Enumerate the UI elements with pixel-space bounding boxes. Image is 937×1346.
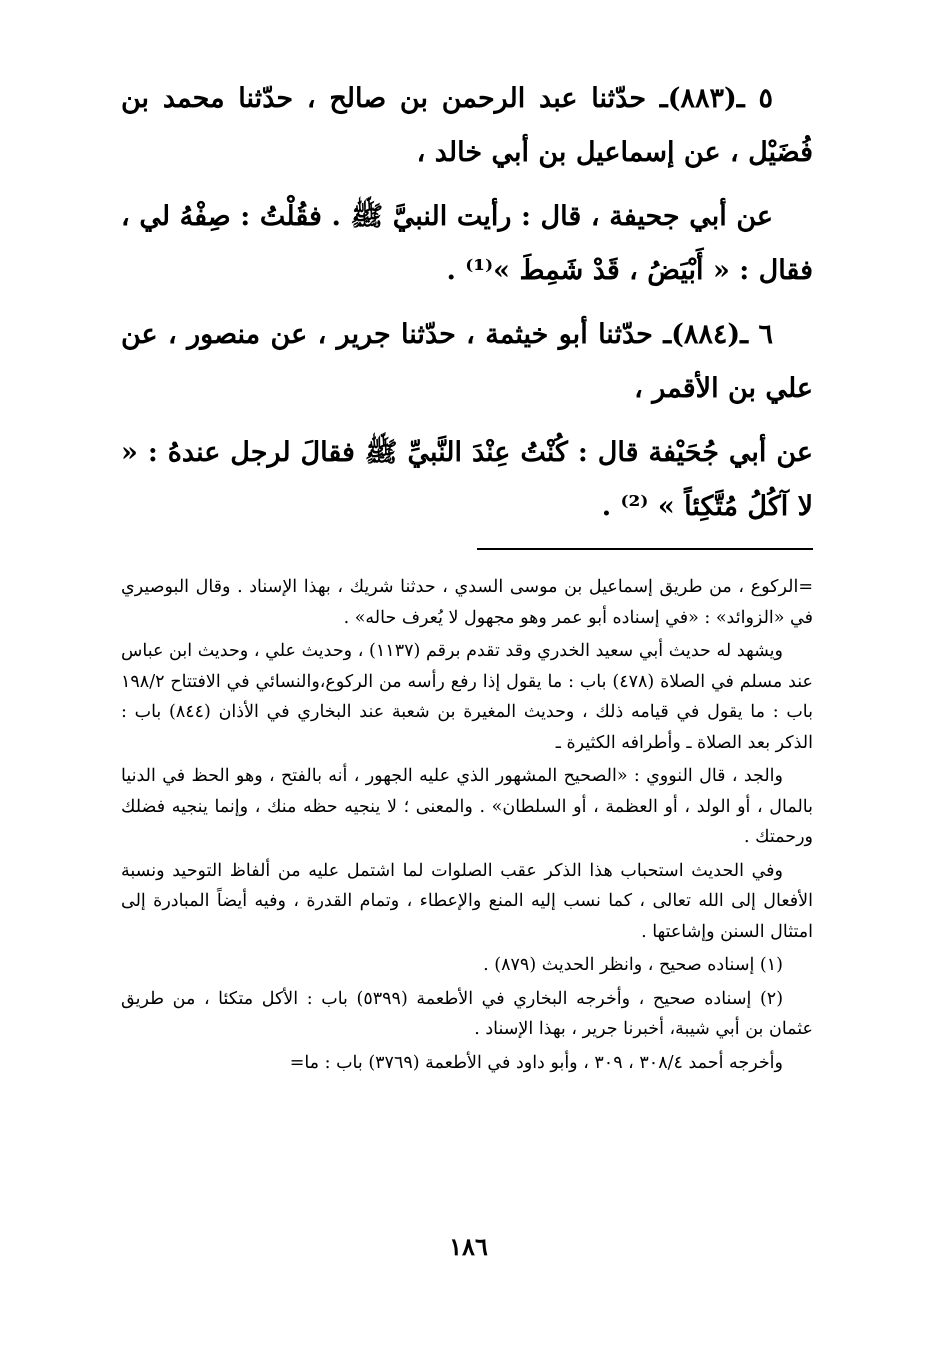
footnote-continuation: =الركوع ، من طريق إسماعيل بن موسى السدي ، حدثنا شريك ، بهذا الإسناد . وقال البوصيري في «الزوائد» : «في إسناده أبو عمر وهو مجهول لا يُعرف حاله» . xyxy=(121,577,813,628)
footnote-witnesses: ويشهد له حديث أبي سعيد الخدري وقد تقدم برقم (١١٣٧) ، وحديث علي ، وحديث ابن عباس عند مسلم في الصلاة (٤٧٨) باب : ما يقول إذا رفع رأسه من الركوع،والنسائي في الافتتاح ١٩٨/٢ باب : ما يقول في قيامه ذلك ، وحديث المغيرة بن شعبة عند البخاري في الأذان (٨٤٤) باب : الذكر بعد الصلاة ـ وأطرافه الكثيرة ـ xyxy=(121,641,813,753)
footnote-divider xyxy=(477,548,813,550)
footnote-2: (٢) إسناده صحيح ، وأخرجه البخاري في الأطعمة (٥٣٩٩) باب : الأكل متكئا ، من طريق عثمان بن أبي شيبة، أخبرنا جرير ، بهذا الإسناد . xyxy=(121,988,813,1039)
footnote-benefits: وفي الحديث استحباب هذا الذكر عقب الصلوات لما اشتمل عليه من ألفاظ التوحيد ونسبة الأفعال إلى الله تعالى ، كما نسب إليه المنع والإعطاء ، وتمام القدرة ، وفيه أيضاً المبادرة إلى امتثال السنن وإشاعتها . xyxy=(121,860,813,942)
footnote-2-continued: وأخرجه أحمد ٣٠٨/٤ ، ٣٠٩ ، وأبو داود في الأطعمة (٣٧٦٩) باب : ما= xyxy=(289,1052,783,1073)
footnote-nawawi: والجد ، قال النووي : «الصحيح المشهور الذي عليه الجهور ، أنه بالفتح ، وهو الحظ في الدنيا بالمال ، أو الولد ، أو العظمة ، أو السلطان» . والمعنى ؛ لا ينجيه حظه منك ، وإنما ينجيه فضلك ورحمتك . xyxy=(121,766,813,847)
hadith-883-matn: عن أبي جحيفة ، قال : رأيت النبيَّ ﷺ . فقُلْتُ : صِفْهُ لي ، فقال : « أَبْيَضُ ، قَدْ شَمِطَ »⁽¹⁾ . xyxy=(121,201,813,286)
main-text xyxy=(121,72,813,544)
footnotes xyxy=(121,572,813,1081)
page-number: ١٨٦ xyxy=(449,1232,488,1261)
footnote-1: (١) إسناده صحيح ، وانظر الحديث (٨٧٩) . xyxy=(483,955,783,975)
hadith-884-isnad: ٦ ـ(٨٨٤)ـ حدّثنا أبو خيثمة ، حدّثنا جرير ، عن منصور ، عن علي بن الأقمر ، xyxy=(121,319,813,404)
hadith-884-matn: عن أبي جُحَيْفة قال : كُنْتُ عِنْدَ النَّبيِّ ﷺ فقالَ لرجل عندهُ : « لا آكُلُ مُتَّكِئاً » ⁽²⁾ . xyxy=(121,437,813,522)
hadith-883-isnad: ٥ ـ(٨٨٣)ـ حدّثنا عبد الرحمن بن صالح ، حدّثنا محمد بن فُضَيْل ، عن إسماعيل بن أبي خالد ، xyxy=(121,83,813,168)
